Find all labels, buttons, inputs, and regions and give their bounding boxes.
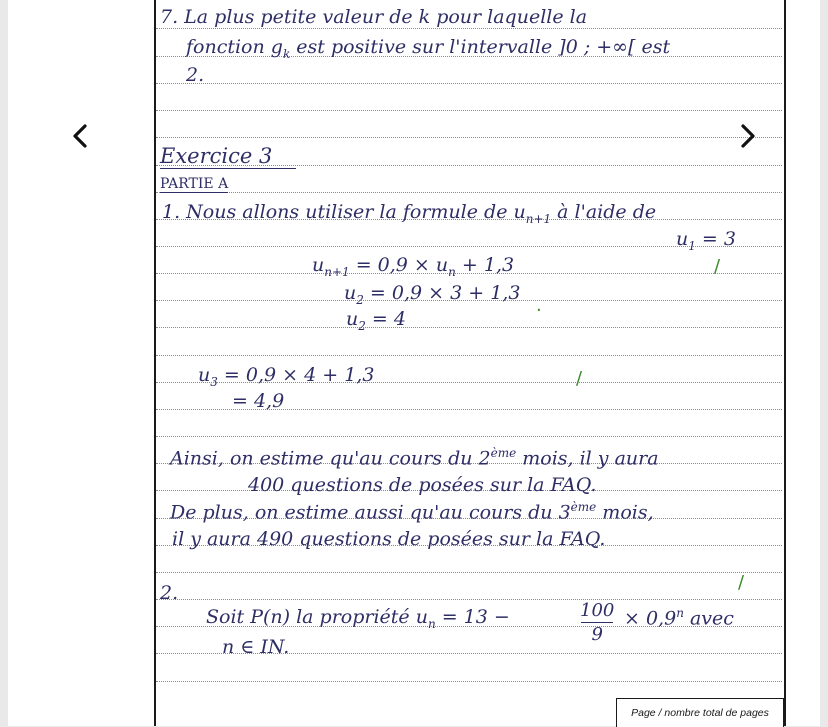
conclusion-3-text: De plus, on estime aussi qu'au cours du 3 — [170, 501, 571, 524]
q7-line-3: 2. — [186, 64, 205, 86]
ruled-line — [156, 599, 782, 600]
formula-recurrence-rest: = 0,9 × u — [349, 254, 449, 276]
ruled-line — [156, 327, 782, 328]
conclusion-line-3 — [170, 500, 654, 523]
fraction-100-over-9 — [580, 600, 614, 645]
q2-label: 2. — [160, 582, 179, 604]
formula-recurrence-sub: n+1 — [324, 264, 350, 279]
formula-u2-u: u — [344, 282, 357, 304]
formula-recurrence-end: + 1,3 — [455, 254, 515, 276]
fraction-numerator: 100 — [580, 600, 615, 621]
q7-line-2-sub: k — [282, 46, 291, 61]
q7-line-2-text: fonction g — [186, 36, 283, 58]
page-count-box — [616, 698, 784, 727]
grading-check-mark: / — [576, 368, 583, 389]
q1-text: 1. Nous allons utiliser la formule de u — [162, 201, 526, 223]
formula-u2r-sub: 2 — [358, 318, 366, 333]
fraction-bar — [581, 622, 613, 623]
u1-sub: 1 — [688, 238, 696, 253]
u3-rest: = 0,9 × 4 + 1,3 — [217, 364, 375, 386]
u1-value — [676, 228, 736, 253]
grading-dot-mark: · — [536, 300, 542, 321]
u3-sub: 3 — [210, 374, 218, 389]
formula-u2r-u: u — [346, 308, 359, 330]
ruled-line — [156, 681, 782, 682]
q1-text-sub: n+1 — [525, 211, 552, 226]
ruled-line — [156, 83, 782, 84]
ruled-line — [156, 28, 782, 29]
conclusion-line-4: il y aura 490 questions de posées sur la FAQ. — [172, 528, 606, 550]
u1-val: = 3 — [695, 228, 736, 250]
property-avec: avec — [683, 607, 734, 630]
q1-statement — [162, 201, 656, 226]
formula-u2-rest: = 0,9 × 3 + 1,3 — [363, 282, 521, 304]
property-mid: = 13 − — [435, 606, 510, 628]
property-domain: n ∈ IN. — [222, 636, 290, 658]
q7-line-1: 7. La plus petite valeur de k pour laquelle la — [160, 6, 588, 28]
formula-recurrence — [312, 254, 514, 279]
q7-line-2 — [186, 36, 670, 61]
formula-recurrence-sub2: n — [448, 264, 456, 279]
ruled-line — [156, 110, 782, 111]
grading-check-mark: / — [714, 256, 721, 277]
u3-u: u — [198, 364, 211, 386]
property-text: Soit P(n) la propriété u — [206, 606, 428, 628]
conclusion-3-rest: mois, — [596, 501, 654, 524]
previous-page-button[interactable] — [62, 118, 98, 154]
conclusion-line-1 — [170, 446, 659, 469]
chevron-left-icon — [70, 123, 90, 149]
property-sub: n — [427, 616, 436, 631]
grading-tick-mark: / — [738, 572, 745, 593]
fraction-denominator: 9 — [591, 624, 603, 645]
ruled-line — [156, 137, 782, 138]
part-label: PARTIE A — [160, 176, 229, 192]
property-statement — [206, 606, 510, 631]
ruled-line — [156, 572, 782, 573]
conclusion-1-rest: mois, il y aura — [516, 447, 659, 470]
property-sup: n — [676, 606, 684, 620]
next-page-button[interactable] — [730, 118, 766, 154]
u3-result: = 4,9 — [232, 390, 285, 412]
chevron-right-icon — [738, 123, 758, 149]
property-end: × 0,9 — [624, 607, 677, 630]
conclusion-3-sup: ème — [570, 500, 597, 514]
u3-computation — [198, 364, 374, 389]
formula-u2-sub: 2 — [356, 292, 364, 307]
formula-u2r-rest: = 4 — [365, 308, 406, 330]
property-tail — [624, 606, 734, 629]
u1-eq: u — [676, 228, 689, 250]
conclusion-line-2: 400 questions de posées sur la FAQ. — [248, 474, 597, 496]
formula-recurrence-u: u — [312, 254, 325, 276]
ruled-line — [156, 436, 782, 437]
exercise-title: Exercice 3 — [160, 144, 296, 169]
q7-line-2-rest: est positive sur l'intervalle ]0 ; +∞[ est — [290, 36, 671, 58]
q1-text-rest: à l'aide de — [551, 201, 657, 223]
conclusion-1-sup: ème — [490, 446, 517, 460]
formula-u2-computation — [344, 282, 520, 307]
ruled-line — [156, 355, 782, 356]
ruled-line — [156, 192, 782, 193]
formula-u2-result — [346, 308, 406, 333]
page-count-label: Page / nombre total de pages — [631, 707, 769, 719]
conclusion-1-text: Ainsi, on estime qu'au cours du 2 — [170, 447, 491, 470]
